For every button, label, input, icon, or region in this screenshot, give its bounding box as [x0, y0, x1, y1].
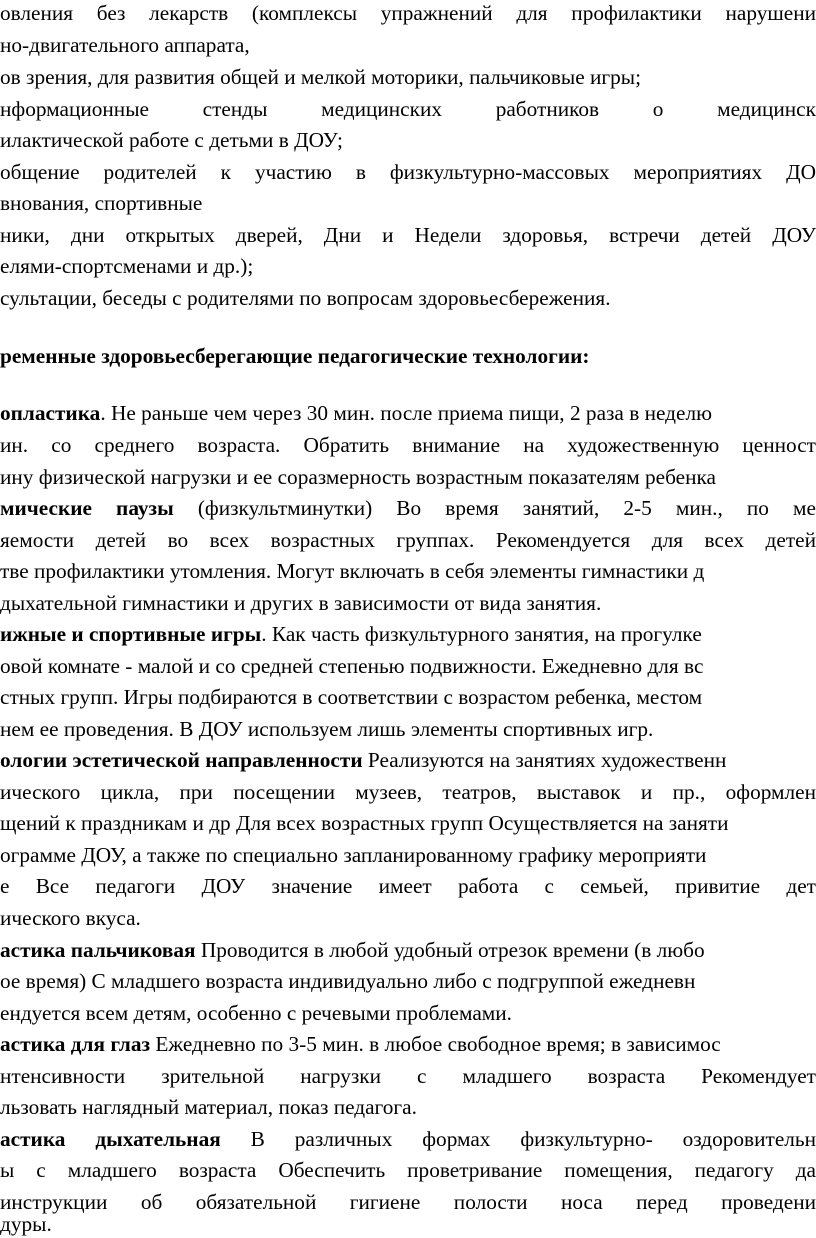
text-run: яемости детей во всех возрастных группах. Рекомендуется для всех детей [0, 528, 816, 552]
text-run: ов зрения, для развития общей и мелкой моторики, пальчиковые игры; [0, 65, 642, 89]
text-line [0, 1031, 721, 1058]
term-bold: астика пальчиковая [0, 938, 196, 962]
text-run: тве профилактики утомления. Могут включать в себя элементы гимнастики д [0, 559, 705, 583]
text-line [0, 159, 816, 186]
term-bold: астика дыхательная [0, 1127, 221, 1151]
text-run: ое время) С младшего возраста индивидуально либо с подгруппой ежедневн [0, 969, 696, 993]
text-run: овой комнате - малой и со средней степенью подвижности. Ежедневно для вс [0, 654, 704, 678]
text-run: но-двигательного аппарата, [0, 33, 250, 57]
text-line [0, 779, 816, 806]
text-run: Реализуются на занятиях художественн [362, 748, 727, 772]
text-run: е Все педагоги ДОУ значение имеет работа с семьей, привитие дет [0, 874, 816, 898]
text-line [0, 1126, 816, 1153]
text-line [0, 842, 706, 869]
term-bold: мические паузы [0, 496, 174, 520]
text-line [0, 253, 253, 280]
text-run: ники, дни открытых дверей, Дни и Недели здоровья, встречи детей ДОУ [0, 223, 816, 247]
text-run: илактической работе с детьми в ДОУ; [0, 128, 343, 152]
text-line [0, 1000, 512, 1027]
text-line [0, 1063, 816, 1090]
text-run: ину физической нагрузки и ее соразмерность возрастным показателям ребенка [0, 465, 716, 489]
text-run: ограмме ДОУ, а также по специально запланированному графику мероприяти [0, 843, 707, 867]
text-line [0, 1094, 417, 1121]
text-run: Ежедневно по 3-5 мин. в любое свободное время; в зависимос [150, 1032, 721, 1056]
text-line [0, 905, 141, 932]
text-line [0, 937, 705, 964]
text-line [0, 495, 816, 522]
text-line [0, 968, 695, 995]
text-line [0, 1189, 816, 1216]
heading-text: ременные здоровьесберегающие педагогические технологии: [0, 344, 590, 368]
text-run: . Не раньше чем через 30 мин. после приема пищи, 2 раза в неделю [100, 401, 712, 425]
text-run: дыхательной гимнастики и других в зависимости от вида занятия. [0, 591, 602, 615]
text-run: . Как часть физкультурного занятия, на прогулке [261, 622, 702, 646]
section-heading [0, 343, 589, 370]
text-run: ического цикла, при посещении музеев, театров, выставок и пр., оформлен [0, 780, 816, 804]
text-run: общение родителей к участию в физкультурно-массовых мероприятиях ДО [0, 160, 816, 184]
text-line [0, 527, 816, 554]
text-line [0, 590, 601, 617]
text-run: льзовать наглядный материал, показ педагога. [0, 1095, 417, 1119]
text-run: В различных формах физкультурно- оздоровительн [220, 1127, 816, 1151]
text-run: стных групп. Игры подбираются в соответствии с возрастом ребенка, местом [0, 685, 703, 709]
text-run: елями-спортсменами и др.); [0, 254, 254, 278]
text-run: нформационные стенды медицинских работников о медицинск [0, 97, 816, 121]
text-line [0, 190, 202, 217]
text-line [0, 127, 343, 154]
text-run: нтенсивности зрительной нагрузки с младшего возраста Рекомендует [0, 1064, 816, 1088]
text-line [0, 684, 702, 711]
text-line [0, 285, 611, 312]
text-line [0, 1157, 816, 1184]
text-line [0, 64, 641, 91]
text-run: ин. со среднего возраста. Обратить внимание на художественную ценност [0, 433, 816, 457]
term-bold: астика для глаз [0, 1032, 151, 1056]
text-line [0, 558, 704, 585]
text-run: (физкультминутки) Во время занятий, 2-5 мин., по ме [173, 496, 816, 520]
text-run: ы с младшего возраста Обеспечить проветривание помещения, педагогу да [0, 1158, 816, 1182]
text-run: дуры. [0, 1212, 52, 1236]
text-run: овления без лекарств (комплексы упражнений для профилактики нарушени [0, 1, 816, 25]
text-line [0, 621, 702, 648]
text-line [0, 0, 816, 27]
text-line [0, 1211, 52, 1238]
text-run: сультации, беседы с родителями по вопросам здоровьесбережения. [0, 286, 611, 310]
text-line [0, 653, 703, 680]
text-line [0, 32, 250, 59]
text-run: щений к праздникам и др Для всех возрастных групп Осуществляется на заняти [0, 811, 729, 835]
text-line [0, 432, 816, 459]
term-bold: ологии эстетической направленности [0, 748, 363, 772]
text-line [0, 747, 726, 774]
text-run: Проводится в любой удобный отрезок времени (в любо [195, 938, 705, 962]
text-line [0, 464, 716, 491]
text-run: ендуется всем детям, особенно с речевыми проблемами. [0, 1001, 512, 1025]
text-line [0, 400, 712, 427]
term-bold: ижные и спортивные игры [0, 622, 262, 646]
text-line [0, 716, 653, 743]
text-run: инструкции об обязательной гигиене полости носа перед проведени [0, 1190, 816, 1214]
text-run: нем ее проведения. В ДОУ используем лишь элементы спортивных игр. [0, 717, 654, 741]
text-line [0, 810, 729, 837]
text-line [0, 222, 816, 249]
text-run: внования, спортивные [0, 191, 203, 215]
text-run: ического вкуса. [0, 906, 141, 930]
text-line [0, 96, 816, 123]
text-line [0, 873, 816, 900]
term-bold: опластика [0, 401, 101, 425]
